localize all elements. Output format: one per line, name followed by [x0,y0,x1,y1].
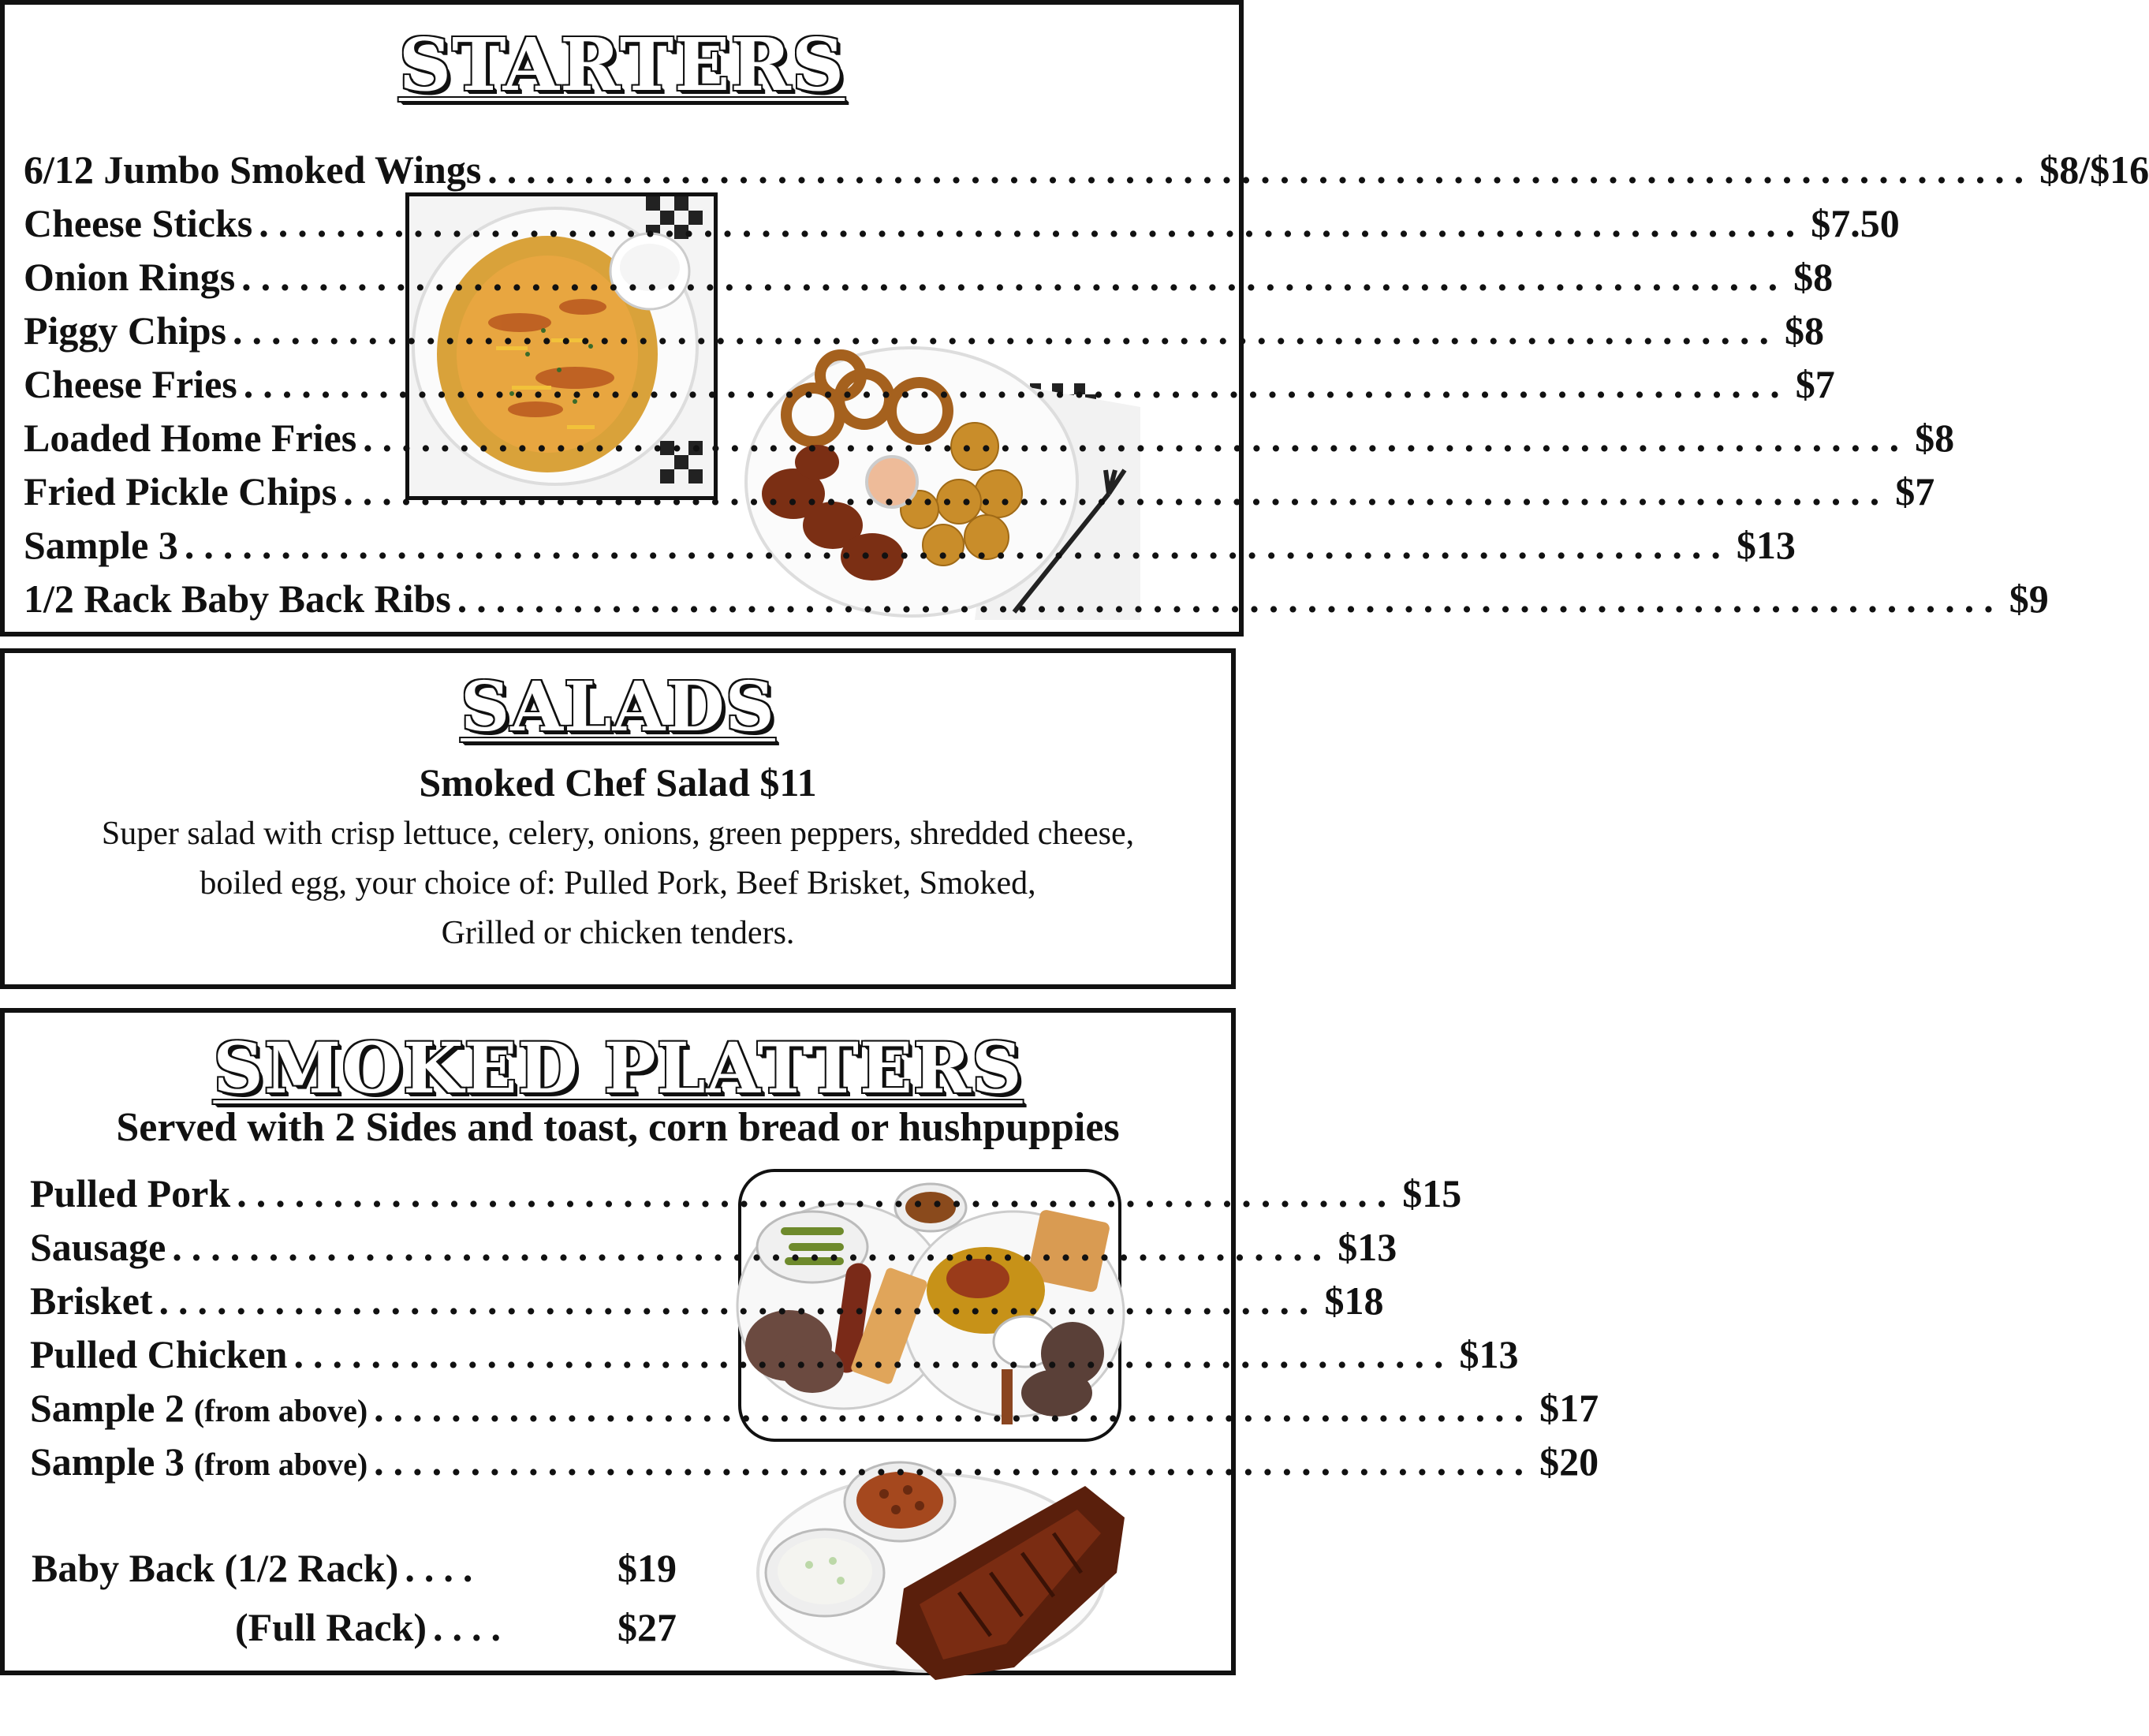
starter-item [24,147,2149,194]
platters-section [0,1008,1599,1675]
leader-dots: .... [405,1546,483,1590]
platter-item-name: Sample 2 [30,1386,185,1430]
leader-dots: ............................................................ [172,1225,1332,1269]
platter-item [30,1224,1397,1271]
starters-title: STARTERS [398,22,845,107]
platters-subtitle: Served with 2 Sides and toast, corn bread or hushpuppies [116,1105,1120,1150]
leader-dots: ................................................................................ [184,523,1730,567]
starter-item [24,576,2049,623]
starter-item [24,361,1835,409]
platter-item-name: Pulled Pork [30,1171,231,1215]
starter-item-name: 1/2 Rack Baby Back Ribs [24,577,451,621]
starter-item [24,200,1900,248]
leader-dots: ................................................................................ [243,362,1789,406]
starter-item-name: Loaded Home Fries [24,416,357,460]
starter-item [24,308,1825,355]
leader-dots: ................................................................................ [241,255,1788,299]
platter-item-name: Pulled Chicken [30,1332,288,1376]
platter-item-price: $15 [1402,1171,1462,1215]
ribs-item [235,1604,677,1652]
starter-item [24,254,1834,301]
leader-dots: ............................................................ [237,1171,1397,1215]
platter-item-name: Brisket [30,1279,153,1323]
starter-item-price: $7 [1895,469,1935,513]
starter-item-name: 6/12 Jumbo Smoked Wings [24,147,482,192]
starter-item-name: Sample 3 [24,523,178,567]
platter-item [30,1331,1519,1379]
salads-section [0,648,1236,989]
platter-item [30,1278,1384,1325]
platter-item-price: $20 [1539,1439,1599,1484]
ribs-item-name: (Full Rack) [235,1605,427,1649]
platter-item-name: Sample 3 [30,1439,185,1484]
ribs-item [32,1545,677,1592]
leader-dots: ............................................................ [293,1332,1453,1376]
ribs-platter-photo [754,1454,1140,1680]
starter-item-price: $8/$16 [2039,147,2149,192]
starter-item-name: Fried Pickle Chips [24,469,338,513]
leader-dots: ............................................................ [159,1279,1319,1323]
starter-item-price: $9 [2009,577,2049,621]
salad-description-line-1: Super salad with crisp lettuce, celery, onions, green peppers, shredded cheese, [101,816,1135,852]
salad-heading: Smoked Chef Salad $11 [419,760,817,805]
platter-item-note: (from above) [193,1393,368,1428]
platter-item-name: Sausage [30,1225,166,1269]
ribs-item-name: Baby Back (1/2 Rack) [32,1546,399,1590]
platter-item-note: (from above) [193,1447,368,1482]
leader-dots: ................................................................................ [363,416,1909,460]
platter-item-price: $13 [1338,1225,1397,1269]
starter-item [24,522,1796,569]
starter-item [24,469,1935,516]
starter-item-price: $7 [1795,362,1835,406]
platter-item [30,1170,1462,1218]
platter-item-price: $13 [1459,1332,1519,1376]
leader-dots: ................................................................................ [259,201,1805,245]
starter-item-name: Piggy Chips [24,308,227,353]
platters-title: SMOKED PLATTERS [213,1027,1023,1109]
starter-item-price: $8 [1785,308,1825,353]
leader-dots: ................................................................................ [487,147,2034,192]
starter-item-name: Cheese Sticks [24,201,253,245]
salad-description-line-3: Grilled or chicken tenders. [441,915,795,951]
leader-dots: ................................................................................ [457,577,2003,621]
ribs-item-price: $27 [617,1605,677,1649]
starter-item-price: $7.50 [1811,201,1900,245]
salad-description-line-2: boiled egg, your choice of: Pulled Pork, Beef Brisket, Smoked, [200,865,1036,902]
starter-item-price: $8 [1793,255,1834,299]
starter-item-name: Onion Rings [24,255,236,299]
leader-dots: ................................................................................ [233,308,1779,353]
leader-dots: ................................................................................ [343,469,1890,513]
leader-dots: ............................................................ [374,1386,1534,1430]
starters-section [0,0,2149,637]
starter-item-price: $13 [1736,523,1796,567]
salads-title: SALADS [461,667,775,747]
platter-item-price: $17 [1539,1386,1599,1430]
platter-item [30,1385,1599,1432]
platter-item [30,1439,1599,1486]
platter-item-price: $18 [1324,1279,1384,1323]
starter-item-price: $8 [1915,416,1955,460]
starter-item-name: Cheese Fries [24,362,237,406]
ribs-item-price: $19 [617,1546,677,1590]
leader-dots: ............................................................ [374,1439,1534,1484]
starter-item [24,415,1955,462]
leader-dots: .... [433,1605,511,1649]
